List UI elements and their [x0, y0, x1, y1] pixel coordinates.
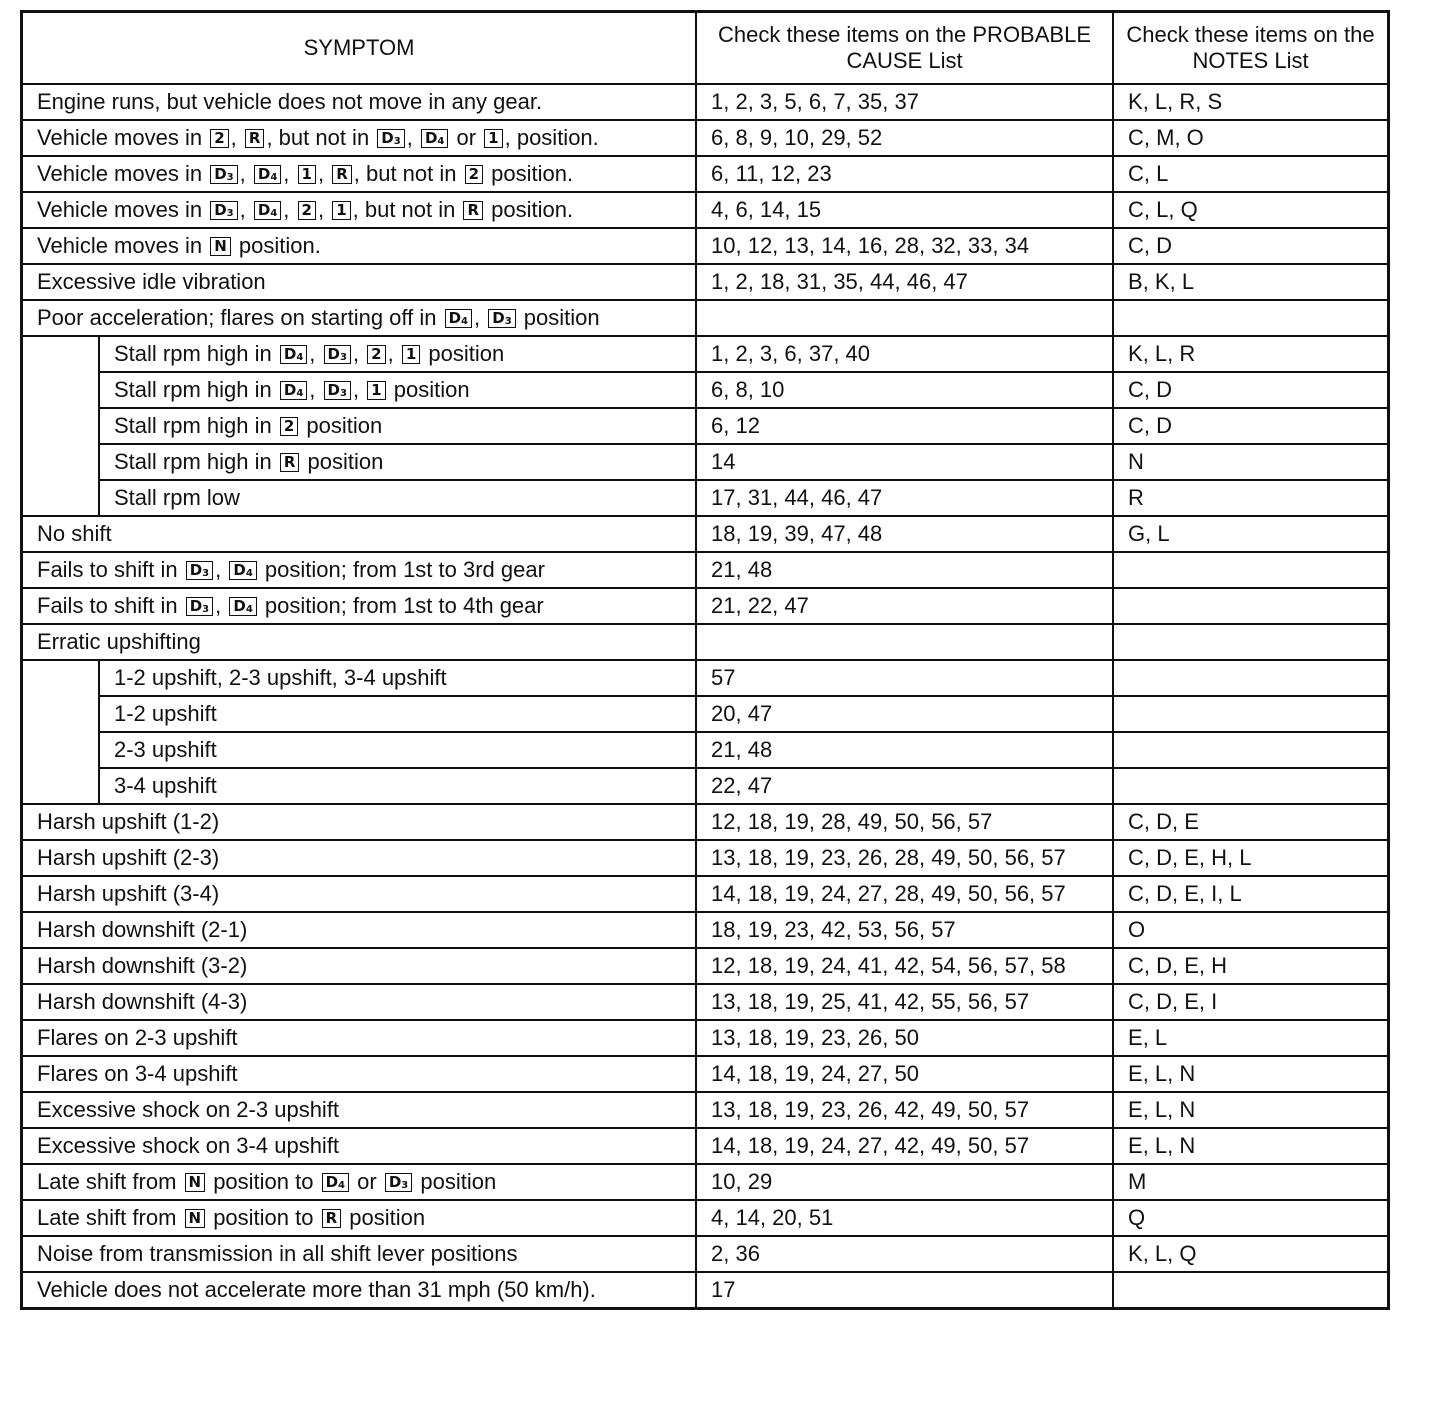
notes-cell: K, L, Q	[1113, 1236, 1387, 1272]
table-row	[23, 840, 1387, 876]
symptom-cell	[23, 156, 696, 192]
notes-cell	[1113, 696, 1387, 732]
notes-cell: Q	[1113, 1200, 1387, 1236]
probable-cause-cell: 1, 2, 3, 5, 6, 7, 35, 37	[696, 84, 1113, 120]
probable-cause-cell: 12, 18, 19, 24, 41, 42, 54, 56, 57, 58	[696, 948, 1113, 984]
gear-position-box: 2	[280, 417, 298, 436]
symptom-cell	[23, 912, 696, 948]
notes-cell: C, D, E	[1113, 804, 1387, 840]
table-row	[23, 192, 1387, 228]
gear-position-box: 1	[402, 345, 420, 364]
notes-cell: G, L	[1113, 516, 1387, 552]
symptom-cell	[23, 1164, 696, 1200]
probable-cause-cell: 6, 11, 12, 23	[696, 156, 1113, 192]
table-row	[23, 1272, 1387, 1307]
gear-position-box: 2	[210, 129, 228, 148]
symptom-cell	[23, 1056, 696, 1092]
probable-cause-cell: 14, 18, 19, 24, 27, 50	[696, 1056, 1113, 1092]
gear-position-box: 1	[484, 129, 502, 148]
gear-position-box: $D_4$	[254, 165, 281, 184]
gear-position-box: $D_4$	[229, 597, 256, 616]
troubleshooting-table-sheet	[20, 10, 1390, 1310]
notes-cell: O	[1113, 912, 1387, 948]
symptom-text: Engine runs, but vehicle does not move in any gear.	[37, 89, 543, 114]
symptom-text: Noise from transmission in all shift lever positions	[37, 1241, 518, 1266]
header-notes: Check these items on the NOTES List	[1113, 13, 1387, 84]
symptom-cell	[23, 552, 696, 588]
symptom-text: No shift	[37, 521, 112, 546]
gear-position-box: N	[185, 1209, 206, 1228]
symptom-text: Vehicle moves in N position.	[37, 233, 321, 258]
symptom-cell	[23, 84, 696, 120]
table-row	[23, 120, 1387, 156]
gear-position-box: R	[332, 165, 352, 184]
gear-position-box: $D_4$	[280, 381, 307, 400]
probable-cause-cell: 6, 8, 10	[696, 372, 1113, 408]
probable-cause-cell: 21, 22, 47	[696, 588, 1113, 624]
symptom-cell	[23, 1128, 696, 1164]
table-row	[23, 1128, 1387, 1164]
table-row	[23, 1092, 1387, 1128]
notes-cell	[1113, 552, 1387, 588]
table-row	[23, 372, 1387, 408]
symptom-text: Fails to shift in $D_3$ , $D_4$ position; from 1st to 4th gear	[37, 593, 544, 618]
gear-position-box: $D_4$	[445, 309, 472, 328]
table-row	[23, 1236, 1387, 1272]
table-row	[23, 1020, 1387, 1056]
symptom-text: Harsh upshift (2-3)	[37, 845, 220, 870]
gear-position-box: R	[322, 1209, 342, 1228]
table-row	[23, 300, 1387, 336]
gear-position-box: 2	[298, 201, 316, 220]
table-header-row	[23, 13, 1387, 84]
table-row	[23, 480, 1387, 516]
gear-position-box: $D_4$	[280, 345, 307, 364]
gear-position-box: $D_4$	[229, 561, 256, 580]
gear-position-box: $D_3$	[488, 309, 515, 328]
symptom-cell	[23, 228, 696, 264]
gear-position-box: R	[280, 453, 300, 472]
probable-cause-cell: 13, 18, 19, 23, 26, 28, 49, 50, 56, 57	[696, 840, 1113, 876]
symptom-text: Vehicle does not accelerate more than 31 mph (50 km/h).	[37, 1277, 596, 1302]
symptom-cell	[23, 876, 696, 912]
gear-position-box: $D_4$	[421, 129, 448, 148]
symptom-text: 2-3 upshift	[114, 737, 217, 762]
table-row	[23, 156, 1387, 192]
notes-cell: C, D, E, I	[1113, 984, 1387, 1020]
notes-cell: M	[1113, 1164, 1387, 1200]
notes-cell	[1113, 768, 1387, 804]
probable-cause-cell: 12, 18, 19, 28, 49, 50, 56, 57	[696, 804, 1113, 840]
symptom-text: Late shift from N position to R position	[37, 1205, 426, 1230]
symptom-text: Harsh upshift (1-2)	[37, 809, 220, 834]
notes-cell: K, L, R	[1113, 336, 1387, 372]
table-row	[23, 732, 1387, 768]
symptom-cell	[23, 984, 696, 1020]
probable-cause-cell: 13, 18, 19, 23, 26, 42, 49, 50, 57	[696, 1092, 1113, 1128]
table-row	[23, 516, 1387, 552]
notes-cell: C, D, E, H	[1113, 948, 1387, 984]
notes-cell: B, K, L	[1113, 264, 1387, 300]
table-row	[23, 336, 1387, 372]
symptom-cell	[99, 408, 696, 444]
probable-cause-cell: 21, 48	[696, 552, 1113, 588]
notes-cell	[1113, 732, 1387, 768]
symptom-text: Vehicle moves in $D_3$ , $D_4$ , 2 , 1 , but not in R position.	[37, 197, 574, 222]
table-row	[23, 804, 1387, 840]
gear-position-box: $D_3$	[377, 129, 404, 148]
symptom-cell	[99, 336, 696, 372]
symptom-cell	[23, 516, 696, 552]
table-row	[23, 444, 1387, 480]
symptom-text: Flares on 2-3 upshift	[37, 1025, 238, 1050]
symptom-text: Harsh downshift (4-3)	[37, 989, 248, 1014]
table-row	[23, 84, 1387, 120]
symptom-text: Stall rpm high in 2 position	[114, 413, 383, 438]
gear-position-box: 1	[332, 201, 350, 220]
symptom-cell	[23, 588, 696, 624]
probable-cause-cell: 10, 12, 13, 14, 16, 28, 32, 33, 34	[696, 228, 1113, 264]
symptom-text: Vehicle moves in $D_3$ , $D_4$ , 1 , R , but not in 2 position.	[37, 161, 574, 186]
table-row	[23, 984, 1387, 1020]
gear-position-box: 1	[298, 165, 316, 184]
probable-cause-cell: 4, 14, 20, 51	[696, 1200, 1113, 1236]
gear-position-box: 1	[367, 381, 385, 400]
table-row	[23, 948, 1387, 984]
symptom-cell	[23, 804, 696, 840]
gear-position-box: $D_3$	[186, 597, 213, 616]
table-row	[23, 1164, 1387, 1200]
table-row	[23, 696, 1387, 732]
symptom-text: Vehicle moves in 2 , R , but not in $D_3$ , $D_4$ or 1 , position.	[37, 125, 599, 150]
probable-cause-cell: 17, 31, 44, 46, 47	[696, 480, 1113, 516]
probable-cause-cell: 6, 8, 9, 10, 29, 52	[696, 120, 1113, 156]
probable-cause-cell: 18, 19, 23, 42, 53, 56, 57	[696, 912, 1113, 948]
symptom-text: Stall rpm high in $D_4$ , $D_3$ , 1 position	[114, 377, 470, 402]
symptom-cell	[99, 480, 696, 516]
table-row	[23, 1056, 1387, 1092]
symptom-cell	[23, 624, 696, 660]
probable-cause-cell: 1, 2, 18, 31, 35, 44, 46, 47	[696, 264, 1113, 300]
probable-cause-cell: 6, 12	[696, 408, 1113, 444]
notes-cell: C, D, E, H, L	[1113, 840, 1387, 876]
notes-cell	[1113, 300, 1387, 336]
gear-position-box: $D_3$	[324, 345, 351, 364]
gear-position-box: $D_3$	[186, 561, 213, 580]
symptom-cell	[23, 1200, 696, 1236]
probable-cause-cell	[696, 624, 1113, 660]
table-row	[23, 876, 1387, 912]
symptom-text: Harsh downshift (2-1)	[37, 917, 248, 942]
table-row	[23, 588, 1387, 624]
symptom-cell	[23, 948, 696, 984]
notes-cell: C, L	[1113, 156, 1387, 192]
indent-spacer	[23, 660, 99, 804]
gear-position-box: $D_4$	[254, 201, 281, 220]
symptom-text: 3-4 upshift	[114, 773, 217, 798]
gear-position-box: N	[210, 237, 231, 256]
symptom-text: Stall rpm high in R position	[114, 449, 384, 474]
symptom-cell	[23, 192, 696, 228]
notes-cell	[1113, 1272, 1387, 1307]
symptom-text: Erratic upshifting	[37, 629, 201, 654]
gear-position-box: $D_3$	[210, 201, 237, 220]
symptom-text: Stall rpm high in $D_4$ , $D_3$ , 2 , 1 position	[114, 341, 505, 366]
notes-cell: K, L, R, S	[1113, 84, 1387, 120]
table-body	[23, 84, 1387, 1307]
probable-cause-cell: 14	[696, 444, 1113, 480]
gear-position-box: $D_3$	[385, 1173, 412, 1192]
symptom-cell	[99, 768, 696, 804]
probable-cause-cell: 22, 47	[696, 768, 1113, 804]
symptom-cell	[23, 300, 696, 336]
table-row	[23, 552, 1387, 588]
header-symptom: SYMPTOM	[23, 13, 696, 84]
table-row	[23, 660, 1387, 696]
symptom-text: Poor acceleration; flares on starting off in $D_4$ , $D_3$ position	[37, 305, 600, 330]
gear-position-box: 2	[465, 165, 483, 184]
probable-cause-cell: 21, 48	[696, 732, 1113, 768]
table-row	[23, 264, 1387, 300]
notes-cell	[1113, 624, 1387, 660]
notes-cell: E, L, N	[1113, 1056, 1387, 1092]
symptom-cell	[23, 1020, 696, 1056]
table-row	[23, 912, 1387, 948]
probable-cause-cell: 20, 47	[696, 696, 1113, 732]
symptom-cell	[99, 732, 696, 768]
symptom-text: 1-2 upshift	[114, 701, 217, 726]
notes-cell: R	[1113, 480, 1387, 516]
notes-cell: C, L, Q	[1113, 192, 1387, 228]
notes-cell: E, L, N	[1113, 1092, 1387, 1128]
notes-cell: C, D	[1113, 408, 1387, 444]
probable-cause-cell: 14, 18, 19, 24, 27, 42, 49, 50, 57	[696, 1128, 1113, 1164]
symptom-text: Excessive shock on 2-3 upshift	[37, 1097, 340, 1122]
gear-position-box: $D_4$	[322, 1173, 349, 1192]
symptom-text: Fails to shift in $D_3$ , $D_4$ position; from 1st to 3rd gear	[37, 557, 545, 582]
gear-position-box: R	[463, 201, 483, 220]
symptom-cell	[23, 1236, 696, 1272]
notes-cell: E, L, N	[1113, 1128, 1387, 1164]
symptom-cell	[99, 372, 696, 408]
header-probable-cause: Check these items on the PROBABLE CAUSE List	[696, 13, 1113, 84]
gear-position-box: $D_3$	[324, 381, 351, 400]
symptom-cell	[23, 1272, 696, 1307]
probable-cause-cell: 14, 18, 19, 24, 27, 28, 49, 50, 56, 57	[696, 876, 1113, 912]
gear-position-box: N	[185, 1173, 206, 1192]
notes-cell: C, D	[1113, 372, 1387, 408]
table-row	[23, 228, 1387, 264]
notes-cell	[1113, 660, 1387, 696]
probable-cause-cell: 4, 6, 14, 15	[696, 192, 1113, 228]
symptom-cell	[99, 444, 696, 480]
table-row	[23, 768, 1387, 804]
indent-spacer	[23, 336, 99, 516]
notes-cell: C, D	[1113, 228, 1387, 264]
gear-position-box: 2	[367, 345, 385, 364]
symptom-cell	[23, 840, 696, 876]
symptom-table	[23, 13, 1387, 1307]
gear-position-box: R	[245, 129, 265, 148]
symptom-text: Stall rpm low	[114, 485, 240, 510]
symptom-cell	[23, 120, 696, 156]
probable-cause-cell: 2, 36	[696, 1236, 1113, 1272]
symptom-text: Harsh upshift (3-4)	[37, 881, 220, 906]
symptom-text: Excessive shock on 3-4 upshift	[37, 1133, 340, 1158]
probable-cause-cell: 1, 2, 3, 6, 37, 40	[696, 336, 1113, 372]
symptom-cell	[99, 660, 696, 696]
table-row	[23, 624, 1387, 660]
symptom-text: Harsh downshift (3-2)	[37, 953, 248, 978]
symptom-cell	[99, 696, 696, 732]
symptom-text: 1-2 upshift, 2-3 upshift, 3-4 upshift	[114, 665, 447, 690]
probable-cause-cell: 10, 29	[696, 1164, 1113, 1200]
notes-cell: C, M, O	[1113, 120, 1387, 156]
table-row	[23, 1200, 1387, 1236]
symptom-text: Late shift from N position to $D_4$ or $D_3$ position	[37, 1169, 497, 1194]
symptom-text: Flares on 3-4 upshift	[37, 1061, 238, 1086]
probable-cause-cell: 18, 19, 39, 47, 48	[696, 516, 1113, 552]
probable-cause-cell: 57	[696, 660, 1113, 696]
notes-cell: N	[1113, 444, 1387, 480]
probable-cause-cell: 13, 18, 19, 25, 41, 42, 55, 56, 57	[696, 984, 1113, 1020]
notes-cell: C, D, E, I, L	[1113, 876, 1387, 912]
symptom-cell	[23, 1092, 696, 1128]
probable-cause-cell	[696, 300, 1113, 336]
notes-cell	[1113, 588, 1387, 624]
notes-cell: E, L	[1113, 1020, 1387, 1056]
probable-cause-cell: 17	[696, 1272, 1113, 1307]
table-row	[23, 408, 1387, 444]
probable-cause-cell: 13, 18, 19, 23, 26, 50	[696, 1020, 1113, 1056]
symptom-text: Excessive idle vibration	[37, 269, 266, 294]
symptom-cell	[23, 264, 696, 300]
gear-position-box: $D_3$	[210, 165, 237, 184]
